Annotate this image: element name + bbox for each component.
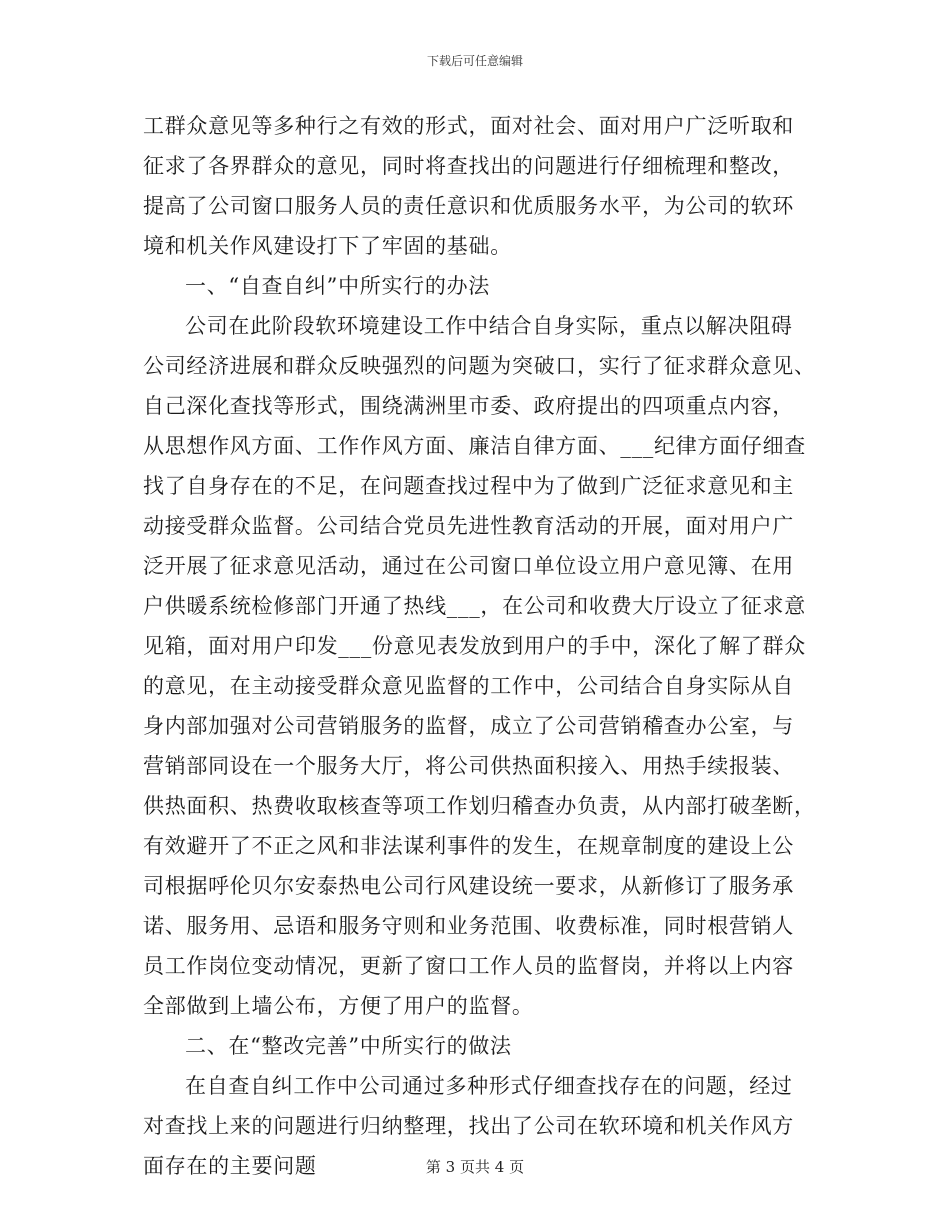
text-line: 泛开展了征求意见活动，通过在公司窗口单位设立用户意见簿、在用 — [143, 554, 794, 578]
text-line: 公司经济进展和群众反映强烈的问题为突破口，实行了征求群众意见、 — [143, 354, 816, 378]
text-line: 提高了公司窗口服务人员的责任意识和优质服务水平，为公司的软环 — [143, 194, 794, 218]
text-line: 诺、服务用、忌语和服务守则和业务范围、收费标准，同时根营销人 — [143, 914, 794, 938]
text-line: 员工作岗位变动情况，更新了窗口工作人员的监督岗，并将以上内容 — [143, 954, 794, 978]
text-line: 从思想作风方面、工作作风方面、廉洁自律方面、___纪律方面仔细查 — [143, 434, 806, 458]
page-header: 下载后可任意编辑 — [426, 54, 523, 68]
text-line: 动接受群众监督。公司结合党员先进性教育活动的开展，面对用户广 — [143, 514, 794, 538]
document-body — [143, 106, 816, 1186]
paragraph-first-line: 一、“自查自纠”中所实行的办法 — [185, 274, 490, 298]
text-line: 户供暖系统检修部门开通了热线___，在公司和收费大厅设立了征求意 — [143, 594, 806, 618]
paragraph-first-line: 公司在此阶段软环境建设工作中结合自身实际，重点以解决阻碍 — [185, 314, 793, 338]
text-line: 见箱，面对用户印发___份意见表发放到用户的手中，深化了解了群众 — [143, 634, 806, 658]
text-line: 有效避开了不正之风和非法谋利事件的发生，在规章制度的建设上公 — [143, 834, 794, 858]
text-line: 对查找上来的问题进行归纳整理，找出了公司在软环境和机关作风方 — [143, 1114, 794, 1138]
text-line: 面存在的主要问题 — [143, 1154, 317, 1178]
text-line: 的意见，在主动接受群众意见监督的工作中，公司结合自身实际从自 — [143, 674, 794, 698]
text-line: 身内部加强对公司营销服务的监督，成立了公司营销稽查办公室，与 — [143, 714, 794, 738]
paragraph-first-line: 二、在“整改完善”中所实行的做法 — [185, 1034, 512, 1058]
text-line: 全部做到上墙公布，方便了用户的监督。 — [143, 994, 534, 1018]
text-line: 供热面积、热费收取核查等项工作划归稽查办负责，从内部打破垄断， — [143, 794, 816, 818]
paragraph-first-line: 在自查自纠工作中公司通过多种形式仔细查找存在的问题，经过 — [185, 1074, 793, 1098]
text-line: 境和机关作风建设打下了牢固的基础。 — [143, 234, 512, 258]
text-line: 司根据呼伦贝尔安泰热电公司行风建设统一要求，从新修订了服务承 — [143, 874, 794, 898]
text-line: 工群众意见等多种行之有效的形式，面对社会、面对用户广泛听取和 — [143, 114, 794, 138]
text-line: 营销部同设在一个服务大厅，将公司供热面积接入、用热手续报装、 — [143, 754, 794, 778]
text-line: 自己深化查找等形式，围绕满洲里市委、政府提出的四项重点内容， — [143, 394, 794, 418]
page-footer: 第 3 页共 4 页 — [425, 1158, 525, 1176]
text-line: 找了自身存在的不足，在问题查找过程中为了做到广泛征求意见和主 — [143, 474, 794, 498]
text-line: 征求了各界群众的意见，同时将查找出的问题进行仔细梳理和整改， — [143, 154, 794, 178]
